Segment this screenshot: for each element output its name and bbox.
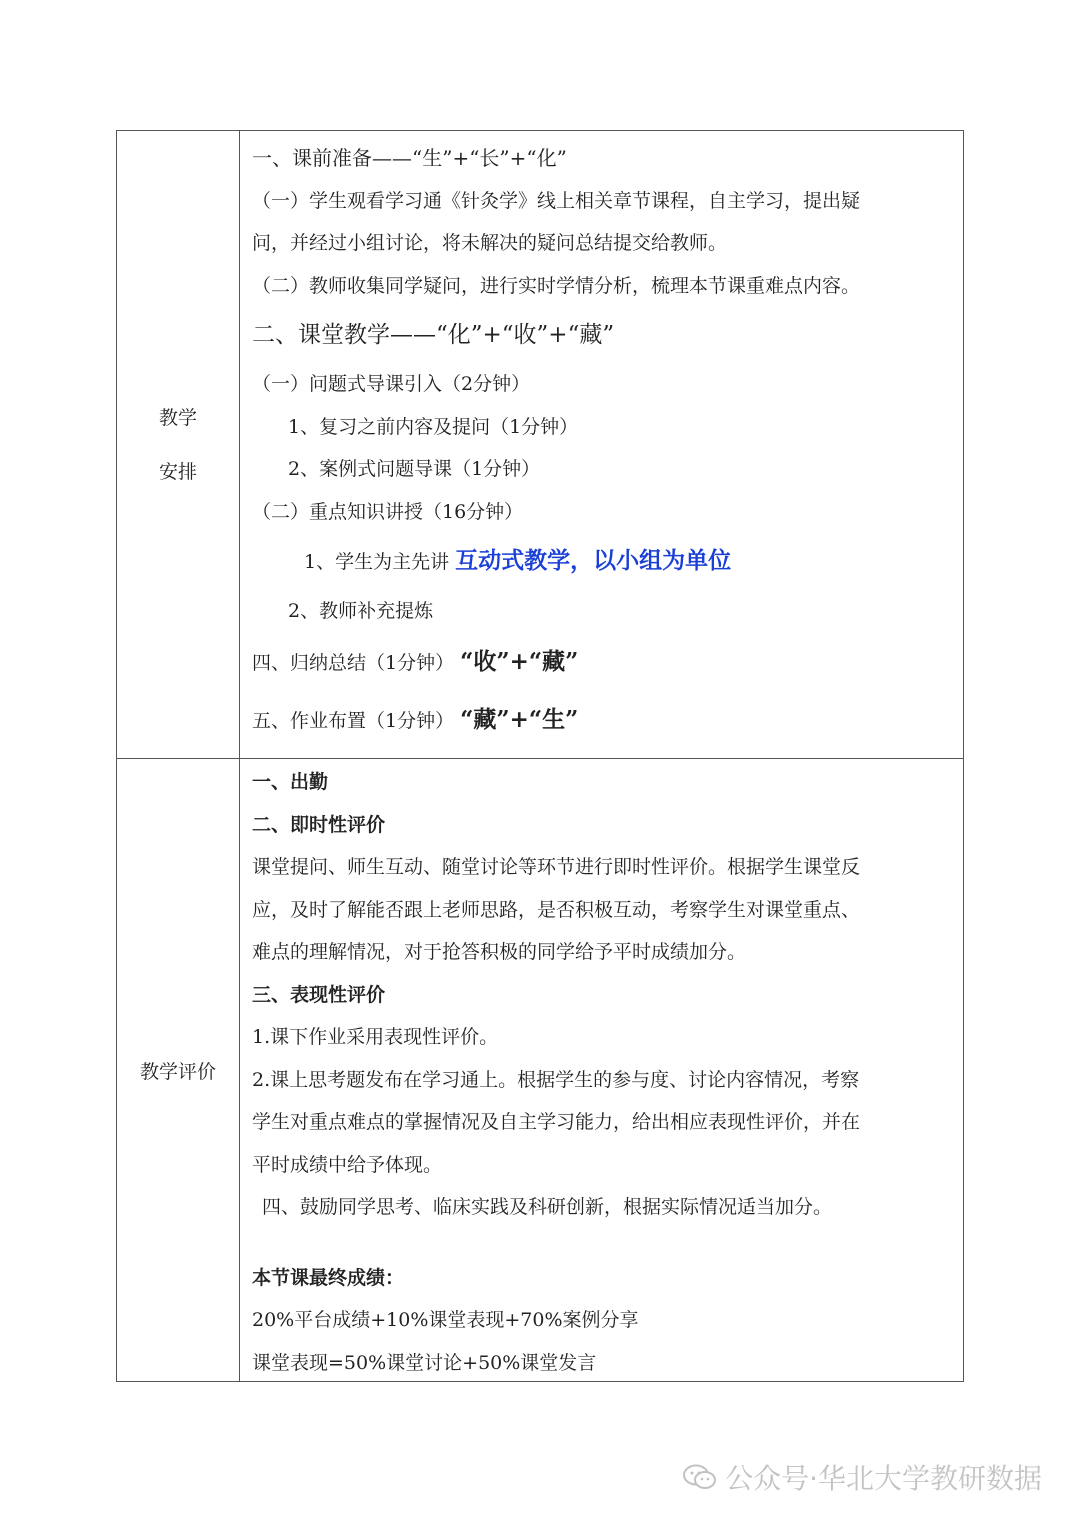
wechat-icon (683, 1464, 717, 1490)
interactive-teaching-note: 互动式教学，以小组为单位 (455, 547, 732, 574)
prep-item-2: （二）教师收集同学疑问，进行实时学情分析，梳理本节课重难点内容。 (252, 274, 861, 297)
intro-heading: （一）问题式导课引入（2分钟） (252, 373, 531, 395)
homework-line: 五、作业布置（1分钟） “藏”+“生” (252, 705, 579, 733)
instant-eval-text-3: 难点的理解情况，对于抢答积极的同学给予平时成绩加分。 (252, 941, 747, 963)
prep-heading: 一、课前准备——“生”+“长”+“化” (252, 146, 567, 170)
lecture-heading: （二）重点知识讲授（16分钟） (252, 500, 524, 523)
instant-eval-text-1: 课堂提问、师生互动、随堂讨论等环节进行即时性评价。根据学生课堂反 (252, 856, 861, 878)
teaching-evaluation-content (240, 759, 963, 1381)
prep-item-1b: 问，并经过小组讨论，将未解决的疑问总结提交给教师。 (252, 232, 728, 254)
teaching-arrangement-row (117, 131, 963, 759)
teaching-arrangement-content (240, 131, 963, 758)
summary-line: 四、归纳总结（1分钟） “收”+“藏” (252, 647, 579, 675)
performance-eval-item-2a: 2.课上思考题发布在学习通上。根据学生的参与度、讨论内容情况，考察 (252, 1068, 860, 1091)
prep-item-1a: （一）学生观看学习通《针灸学》线上相关章节课程，自主学习，提出疑 (252, 189, 861, 212)
instant-eval-text-2: 应，及时了解能否跟上老师思路，是否积极互动，考察学生对课堂重点、 (252, 898, 861, 921)
class-performance-formula: 课堂表现=50%课堂讨论+50%课堂发言 (252, 1351, 597, 1374)
performance-eval-heading: 三、表现性评价 (252, 983, 386, 1006)
final-grade-heading: 本节课最终成绩： (252, 1266, 405, 1289)
final-grade-formula: 20%平台成绩+10%课堂表现+70%案例分享 (252, 1309, 639, 1331)
watermark-text: 公众号·华北大学教研数据 (725, 1462, 1042, 1495)
class-teaching-heading: 二、课堂教学——“化”+“收”+“藏” (252, 322, 615, 348)
intro-item-2: 2、案例式问题导课（1分钟） (288, 458, 541, 480)
teaching-arrangement-label: 教学 安排 (117, 131, 240, 758)
instant-eval-heading: 二、即时性评价 (252, 813, 386, 836)
intro-item-1: 1、复习之前内容及提问（1分钟） (288, 415, 579, 438)
encourage-line: 四、鼓励同学思考、临床实践及科研创新，根据实际情况适当加分。 (262, 1196, 833, 1218)
performance-eval-item-2c: 平时成绩中给予体现。 (252, 1153, 443, 1176)
watermark (683, 1457, 1042, 1497)
lecture-item-2: 2、教师补充提炼 (288, 600, 434, 622)
performance-eval-item-2b: 学生对重点难点的掌握情况及自主学习能力，给出相应表现性评价，并在 (252, 1111, 861, 1133)
teaching-evaluation-row (117, 759, 963, 1381)
lesson-plan-table (116, 130, 964, 1382)
teaching-evaluation-label: 教学评价 (117, 759, 240, 1381)
performance-eval-item-1: 1.课下作业采用表现性评价。 (252, 1026, 499, 1048)
attendance-heading: 一、出勤 (252, 771, 329, 793)
lecture-item-1: 1、学生为主先讲 互动式教学，以小组为单位 (304, 547, 732, 574)
